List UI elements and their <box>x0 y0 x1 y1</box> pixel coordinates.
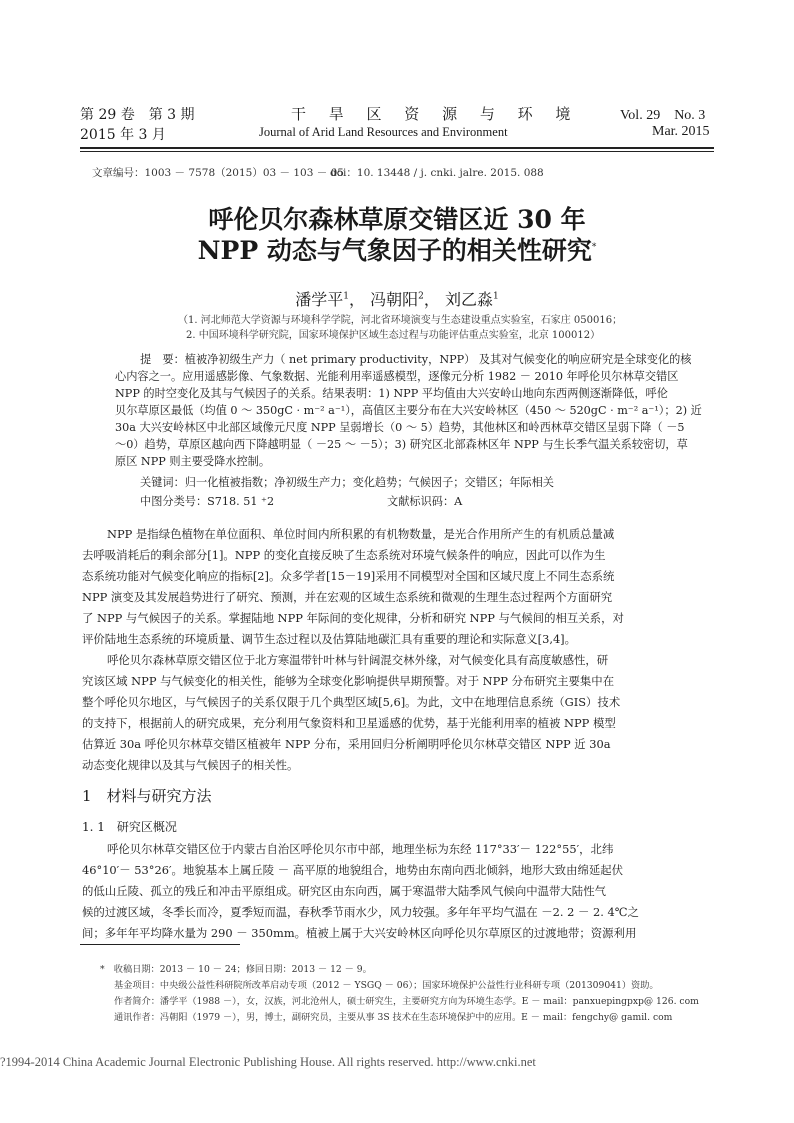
abstract-line: 提 要：植被净初级生产力（ net primary productivity，NPP） 及其对气候变化的响应研究是全球变化的核 <box>140 353 692 366</box>
footnote-rule <box>80 944 240 945</box>
intro-line: 动态变化规律以及其与气候因子的相关性。 <box>82 758 299 772</box>
copyright-footer: ?1994-2014 China Academic Journal Electronic Publishing House. All rights reserved. http://www.cnki.net <box>0 1055 536 1069</box>
affiliation-2: 2. 中国环境科学研究院，国家环境保护区域生态过程与功能评估重点实验室，北京 100012） <box>186 330 601 341</box>
title-footnote-mark: * <box>591 242 597 253</box>
intro-line: NPP 是指绿色植物在单位面积、单位时间内所积累的有机物数量，是光合作用所产生的有机质总量减 <box>107 527 615 541</box>
study-area-line: 的低山丘陵、孤立的残丘和冲击平原组成。研究区由东向西，属于寒温带大陆季风气候向中温带大陆性气 <box>82 884 606 898</box>
abstract-line: 心内容之一。应用遥感影像、气象数据、光能利用率遥感模型，逐像元分析 1982 － 2010 年呼伦贝尔林草交错区 <box>115 370 679 383</box>
clc-number: 中图分类号：S718. 51 ⁺2 <box>140 495 275 508</box>
intro-line: 了 NPP 与气候因子的关系。掌握陆地 NPP 年际间的变化规律，分析和研究 NPP 与气候间的相互关系，对 <box>82 611 624 625</box>
footnote-author-bio: 作者简介：潘学平（1988 －），女，汉族，河北沧州人，硕士研究生，主要研究方向为环境生态学。E － mail：panxuepingpxp@ 126. com <box>114 996 699 1007</box>
keywords: 关键词：归一化植被指数；净初级生产力；变化趋势；气候因子；交错区；年际相关 <box>140 476 554 489</box>
doi: doi：10. 13448 / j. cnki. jalre. 2015. 088 <box>330 167 544 179</box>
intro-line: 的支持下，根据前人的研究成果，充分利用气象资料和卫星遥感的优势，基于光能利用率的植被 NPP 模型 <box>82 716 616 730</box>
affiliation-1: （1. 河北师范大学资源与环境科学学院，河北省环境演变与生态建设重点实验室，石家庄 050016； <box>178 315 623 326</box>
study-area-line: 呼伦贝尔林草交错区位于内蒙古自治区呼伦贝尔市中部，地理坐标为东经 117°33′－ 122°55′，北纬 <box>107 842 614 856</box>
footnote-funding: 基金项目：中央级公益性科研院所改革启动专项（2012 － YSGQ － 06）；国家环境保护公益性行业科研专项（201309041）资助。 <box>114 980 659 991</box>
author-aff: 1 <box>493 291 499 302</box>
study-area-line: 46°10′－ 53°26′。地貌基本上属丘陵 － 高平原的地貌组合，地势由东南向西北倾斜，地形大致由绵延起伏 <box>82 863 624 877</box>
header-date-cn: 2015 年 3 月 <box>80 127 166 143</box>
abstract-line: 原区 NPP 则主要受降水控制。 <box>115 455 271 468</box>
title-line-1: 呼伦贝尔森林草原交错区近 30 年 <box>208 205 586 234</box>
author-name: 刘乙淼 <box>444 290 493 309</box>
intro-line: 究该区域 NPP 与气候变化的相关性，能够为全球变化影响提供早期预警。对于 NPP 分布研究主要集中在 <box>82 674 615 688</box>
study-area-line: 间；多年年平均降水量为 290 － 350mm。植被上属于大兴安岭林区向呼伦贝尔草原区的过渡地带；资源利用 <box>82 926 637 940</box>
intro-line: 呼伦贝尔森林草原交错区位于北方寒温带针叶林与针阔混交林外缘，对气候变化具有高度敏感性，研 <box>107 653 609 667</box>
intro-line: 评价陆地生态系统的环境质量、调节生态过程以及估算陆地碳汇具有重要的理论和实际意义[3,4]。 <box>82 632 577 646</box>
subsection-heading: 1. 1 研究区概况 <box>82 820 177 834</box>
author-aff: 2 <box>418 291 424 302</box>
article-number: 文章编号：1003 － 7578（2015）03 － 103 － 05 <box>92 167 344 179</box>
header-volume-cn: 第 29 卷 第 3 期 <box>80 107 195 123</box>
header-journal-cn: 干 旱 区 资 源 与 环 境 <box>291 105 580 123</box>
author-aff: 1 <box>343 291 350 302</box>
header-date-en: Mar. 2015 <box>652 124 710 139</box>
author-name: 潘学平 <box>295 290 344 309</box>
intro-line: NPP 演变及其发展趋势进行了研究、预测，并在宏观的区域生态系统和微观的生理生态过程两个方面研究 <box>82 590 613 604</box>
intro-line: 去呼吸消耗后的剩余部分[1]。NPP 的变化直接反映了生态系统对环境气候条件的响应，因此可以作为生 <box>82 548 606 562</box>
title-line-2: NPP 动态与气象因子的相关性研究* <box>197 236 597 265</box>
document-code: 文献标识码：A <box>387 495 463 508</box>
footnote-corresponding-author: 通讯作者：冯朝阳（1979 －），男，博士，副研究员，主要从事 3S 技术在生态环境保护中的应用。E － mail：fengchy@ gamil. com <box>114 1012 673 1023</box>
author-name: 冯朝阳 <box>370 290 419 309</box>
author-list: 潘学平$^1$， 冯朝阳$^2$， 刘乙淼$^1$ <box>295 290 499 309</box>
intro-line: 态系统功能对气候变化响应的指标[2]。众多学者[15－19]采用不同模型对全国和区域尺度上不同生态系统 <box>82 569 615 583</box>
header-rule-thin <box>80 151 714 152</box>
abstract-line: ～0）趋势，草原区越向西下降越明显（ －25 ～ －5）；3) 研究区北部森林区年 NPP 与生长季气温关系较密切，草 <box>115 438 688 451</box>
intro-line: 整个呼伦贝尔地区，与气候因子的关系仅限于几个典型区域[5,6]。为此，文中在地理信息系统（GIS）技术 <box>82 695 621 709</box>
header-rule-thick <box>80 147 714 149</box>
section-heading: 1 材料与研究方法 <box>82 787 212 805</box>
study-area-line: 候的过渡区域，冬季长而冷，夏季短而温，春秋季节雨水少，风力较强。多年年平均气温在 －2. 2 － 2. 4℃之 <box>82 905 639 919</box>
footnote-received: * 收稿日期：2013 － 10 － 24；修回日期：2013 － 12 － 9。 <box>100 964 372 975</box>
abstract-line: NPP 的时空变化及其与气候因子的关系。结果表明：1) NPP 平均值由大兴安岭山地向东西两侧逐渐降低，呼伦 <box>115 387 668 400</box>
header-journal-en: Journal of Arid Land Resources and Environment <box>259 125 508 139</box>
header-volume-en: Vol. 29 No. 3 <box>620 108 706 123</box>
abstract-line: 30a 大兴安岭林区中北部区域像元尺度 NPP 呈弱增长（0 ～ 5）趋势，其他林区和岭西林草交错区呈弱下降（ －5 <box>115 421 685 434</box>
intro-line: 估算近 30a 呼伦贝尔林草交错区植被年 NPP 分布，采用回归分析阐明呼伦贝尔林草交错区 NPP 近 30a <box>82 737 611 751</box>
abstract-line: 贝尔草原区最低（均值 0 ～ 350gC · m⁻² a⁻¹），高值区主要分布在大兴安岭林区（450 ～ 520gC · m⁻² a⁻¹）；2) 近 <box>115 404 702 417</box>
